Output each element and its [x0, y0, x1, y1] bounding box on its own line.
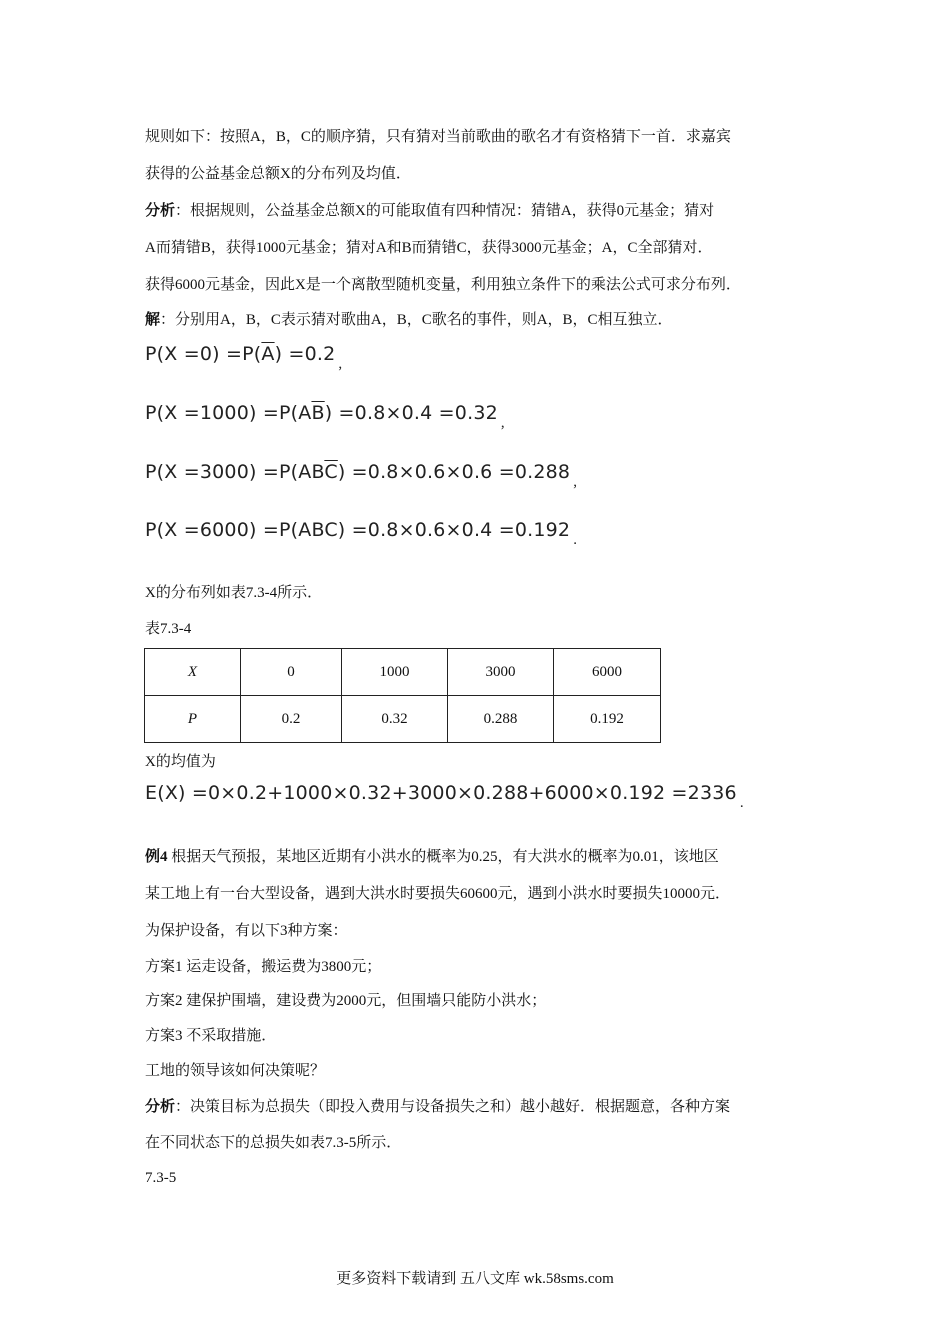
analysis-text: ：根据规则，公益基金总额X的可能取值有四种情况：猜错A，获得0元基金；猜对	[175, 203, 715, 219]
analysis-line	[145, 200, 714, 222]
solution-line	[145, 309, 673, 331]
table-caption: 表7.3-4	[145, 621, 192, 637]
formula-p1000: $P(X =1000) =P(A\overline{B}) =0.8\times 0.4 =0.32$ $_,$	[145, 402, 505, 431]
table-cell: 0	[241, 649, 342, 696]
analysis-text: ：决策目标为总损失（即投入费用与设备损失之和）越小越好．根据题意，各种方案	[175, 1099, 731, 1115]
table-row	[145, 696, 661, 743]
table-cell: 0.32	[342, 696, 448, 743]
distribution-table	[144, 648, 661, 743]
plan-line: 方案3 不采取措施．	[145, 1028, 277, 1044]
table-cell: 6000	[554, 649, 661, 696]
paragraph-line: X的均值为	[145, 754, 216, 770]
example-text: 根据天气预报，某地区近期有小洪水的概率为0.25，有大洪水的概率为0.01，该地区	[171, 849, 719, 865]
table-cell: 0.192	[554, 696, 661, 743]
example-line	[145, 846, 719, 868]
analysis-line	[145, 1096, 730, 1118]
paragraph-line: 获得6000元基金，因此X是一个离散型随机变量，利用独立条件下的乘法公式可求分布列．	[145, 277, 741, 293]
paragraph-line: 工地的领导该如何决策呢？	[145, 1063, 326, 1079]
formula-expectation: E(X) =0×0.2+1000×0.32+3000×0.288+6000×0.192 =2336 $_.$	[145, 782, 744, 811]
paragraph-line: 某工地上有一台大型设备，遇到大洪水时要损失60600元，遇到小洪水时要损失10000元．	[145, 886, 731, 902]
table-cell: 0.288	[448, 696, 554, 743]
formula-p6000: P(X =6000) =P(ABC) =0.8×0.6×0.4 =0.192 $_.$	[145, 519, 578, 548]
table-header-cell: P	[145, 696, 241, 743]
paragraph-line: 规则如下：按照A，B，C的顺序猜，只有猜对当前歌曲的歌名才有资格猜下一首．求嘉宾	[145, 129, 731, 145]
table-row	[145, 649, 661, 696]
analysis-label: 分析	[145, 203, 176, 219]
table-header-cell: X	[145, 649, 241, 696]
paragraph-line: 在不同状态下的总损失如表7.3-5所示．	[145, 1135, 402, 1151]
formula-p3000: $P(X =3000) =P(AB\overline{C}) =0.8\times 0.6\times 0.6 =0.288$ $_,$	[145, 461, 578, 490]
solution-text: ：分别用A，B，C表示猜对歌曲A，B，C歌名的事件，则A，B，C相互独立．	[160, 312, 673, 328]
paragraph-line: 为保护设备，有以下3种方案：	[145, 923, 348, 939]
paragraph-line: X的分布列如表7.3-4所示．	[145, 585, 323, 601]
analysis-label: 分析	[145, 1099, 176, 1115]
table-caption: 7.3-5	[145, 1170, 177, 1186]
solution-label: 解	[145, 312, 161, 328]
paragraph-line: A而猜错B，获得1000元基金；猜对A和B而猜错C，获得3000元基金；A，C全部猜对．	[145, 240, 713, 256]
table-cell: 3000	[448, 649, 554, 696]
paragraph-line: 获得的公益基金总额X的分布列及均值．	[145, 166, 411, 182]
plan-line: 方案1 运走设备，搬运费为3800元；	[145, 959, 382, 975]
formula-p0: $P(X =0) =P(\overline{A}) =0.2$ $_,$	[145, 343, 343, 372]
example-label: 例4	[145, 849, 168, 865]
table-cell: 1000	[342, 649, 448, 696]
footer-text: 更多资料下载请到 五八文库 wk.58sms.com	[336, 1271, 614, 1287]
plan-line: 方案2 建保护围墙，建设费为2000元，但围墙只能防小洪水；	[145, 993, 547, 1009]
table-cell: 0.2	[241, 696, 342, 743]
